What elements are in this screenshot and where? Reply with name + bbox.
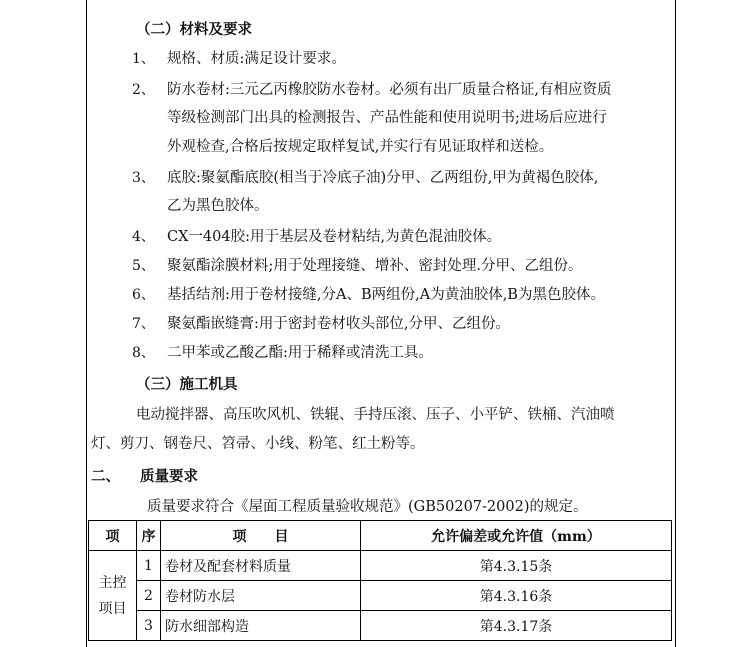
item-number: 5、 [132, 258, 155, 274]
item-text: 基括结剂:用于卷材接缝,分A、B两组份,A为黄油胶体,B为黑色胶体。 [167, 287, 605, 303]
item-text: CX一404胶:用于基层及卷材粘结,为黄色混油胶体。 [167, 229, 502, 245]
group-label: 主控 [98, 574, 127, 591]
item-text: 规格、材质:满足设计要求。 [167, 51, 346, 67]
seq-cell: 3 [137, 611, 161, 641]
item-number: 3、 [132, 170, 155, 186]
value-cell: 第4.3.15条 [361, 551, 672, 581]
quality-intro: 质量要求符合《屋面工程质量验收规范》(GB50207-2002)的规定。 [147, 499, 588, 515]
item-text: 等级检测部门出具的检测报告、产品性能和使用说明书;进场后应进行 [167, 110, 607, 126]
table-row [89, 581, 672, 611]
item-number: 1、 [132, 51, 155, 67]
item-number: 2、 [132, 82, 155, 98]
header-item: 项 目 [161, 521, 361, 551]
item-text: 防水卷材:三元乙丙橡胶防水卷材。必须有出厂质量合格证,有相应资质 [167, 82, 612, 98]
item-number: 7、 [132, 316, 155, 332]
tools-text: 电动搅拌器、高压吹风机、铁辊、手持压滚、压子、小平铲、铁桶、汽油喷 [136, 407, 615, 423]
tools-text: 灯、剪刀、钢卷尺、笤帚、小线、粉笔、红土粉等。 [91, 436, 425, 452]
group-label: 项目 [98, 600, 127, 617]
table-row [89, 611, 672, 641]
quality-table [88, 520, 672, 641]
header-tolerance: 允许偏差或允许值（mm） [361, 521, 672, 551]
item-number: 8、 [132, 345, 155, 361]
section-heading-tools: （三）施工机具 [136, 376, 238, 393]
item-number: 4、 [132, 229, 155, 245]
item-text: 底胶:聚氨酯底胶(相当于冷底子油)分甲、乙两组份,甲为黄褐色胶体, [167, 170, 599, 186]
header-seq: 序 [137, 521, 161, 551]
seq-cell: 1 [137, 551, 161, 581]
item-text: 聚氨酯涂膜材料;用于处理接缝、增补、密封处理.分甲、乙组份。 [167, 258, 583, 274]
value-cell: 第4.3.16条 [361, 581, 672, 611]
item-text: 乙为黑色胶体。 [167, 198, 269, 214]
header-category: 项 [89, 521, 137, 551]
item-cell: 卷材及配套材料质量 [161, 551, 361, 581]
item-number: 6、 [132, 287, 155, 303]
seq-cell: 2 [137, 581, 161, 611]
group-cell [89, 551, 137, 641]
section-heading-materials: （二）材料及要求 [136, 21, 252, 38]
table-row [89, 551, 672, 581]
item-cell: 卷材防水层 [161, 581, 361, 611]
item-text: 二甲苯或乙酸乙酯:用于稀释或清洗工具。 [167, 345, 433, 361]
item-text: 外观检查,合格后按规定取样复试,并实行有见证取样和送检。 [167, 139, 554, 155]
value-cell: 第4.3.17条 [361, 611, 672, 641]
item-text: 聚氨酯嵌缝膏:用于密封卷材收头部位,分甲、乙组份。 [167, 316, 510, 332]
table-header-row [89, 521, 672, 551]
section-heading-quality: 质量要求 [140, 468, 198, 485]
item-cell: 防水细部构造 [161, 611, 361, 641]
section-number-quality: 二、 [91, 468, 120, 485]
